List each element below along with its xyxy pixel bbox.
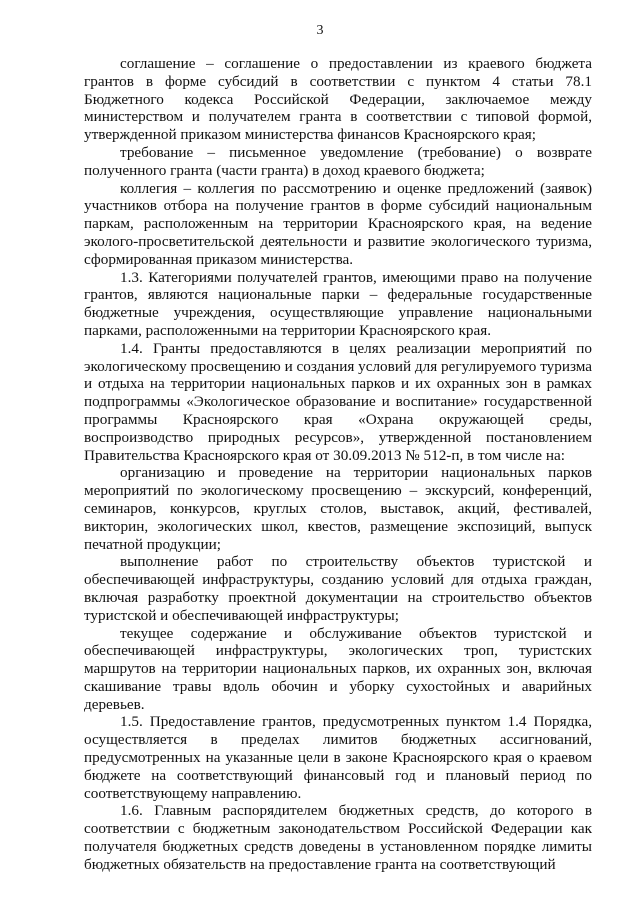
document-body	[84, 55, 592, 874]
clause-1-4-item-construction: выполнение работ по строительству объектов туристской и обеспечивающей инфраструктуры, созданию условий для отдыха граждан, включая разработку проектной документации на строительство объектов туристской и обеспечивающей инфраструктуры;	[84, 553, 592, 624]
clause-1-4-item-events: организацию и проведение на территории национальных парков мероприятий по экологическому просвещению – экскурсий, конференций, семинаров, конкурсов, круглых столов, выставок, акций, фестивалей, викторин, экологических школ, квестов, размещение экспозиций, выпуск печатной продукции;	[84, 464, 592, 553]
clause-1-4-item-maintenance: текущее содержание и обслуживание объектов туристской и обеспечивающей инфраструктуры, экологических троп, туристских маршрутов на территории национальных парков, их охранных зон, включая скашивание травы вдоль обочин и уборку сухостойных и аварийных деревьев.	[84, 624, 592, 713]
clause-1-6: 1.6. Главным распорядителем бюджетных средств, до которого в соответствии с бюджетным законодательством Российской Федерации как получателя бюджетных средств доведены в установленном порядке лимиты бюджетных обязательств на предоставление гранта на соответствующий	[84, 802, 592, 873]
page-number: 3	[316, 23, 324, 38]
definition-agreement: соглашение – соглашение о предоставлении из краевого бюджета грантов в форме субсидий в соответствии с пунктом 4 статьи 78.1 Бюджетного кодекса Российской Федерации, заключаемое между министерством и получателем гранта в соответствии с типовой формой, утвержденной приказом министерства финансов Красноярского края;	[84, 55, 592, 144]
definition-collegium: коллегия – коллегия по рассмотрению и оценке предложений (заявок) участников отбора на получение грантов в форме субсидий национальным паркам, расположенным на территории Красноярского края, на ведение эколого-просветительской деятельности и развитие экологического туризма, сформированная приказом министерства.	[84, 179, 592, 268]
clause-1-4: 1.4. Гранты предоставляются в целях реализации мероприятий по экологическому просвещению и создания условий для регулируемого туризма и отдыха на территории национальных парков и их охранных зон в рамках подпрограммы «Экологическое образование и воспитание» государственной программы Красноярского края «Охрана окружающей среды, воспроизводство природных ресурсов», утвержденной постановлением Правительства Красноярского края от 30.09.2013 № 512-п, в том числе на:	[84, 339, 592, 464]
clause-1-3: 1.3. Категориями получателей грантов, имеющими право на получение грантов, являются национальные парки – федеральные государственные бюджетные учреждения, осуществляющие управление национальными парками, расположенными на территории Красноярского края.	[84, 268, 592, 339]
definition-requirement: требование – письменное уведомление (требование) о возврате полученного гранта (части гранта) в доход краевого бюджета;	[84, 143, 592, 179]
clause-1-5: 1.5. Предоставление грантов, предусмотренных пунктом 1.4 Порядка, осуществляется в пределах лимитов бюджетных ассигнований, предусмотренных на указанные цели в законе Красноярского края о краевом бюджете на соответствующий финансовый год и плановый период по соответствующему направлению.	[84, 713, 592, 802]
